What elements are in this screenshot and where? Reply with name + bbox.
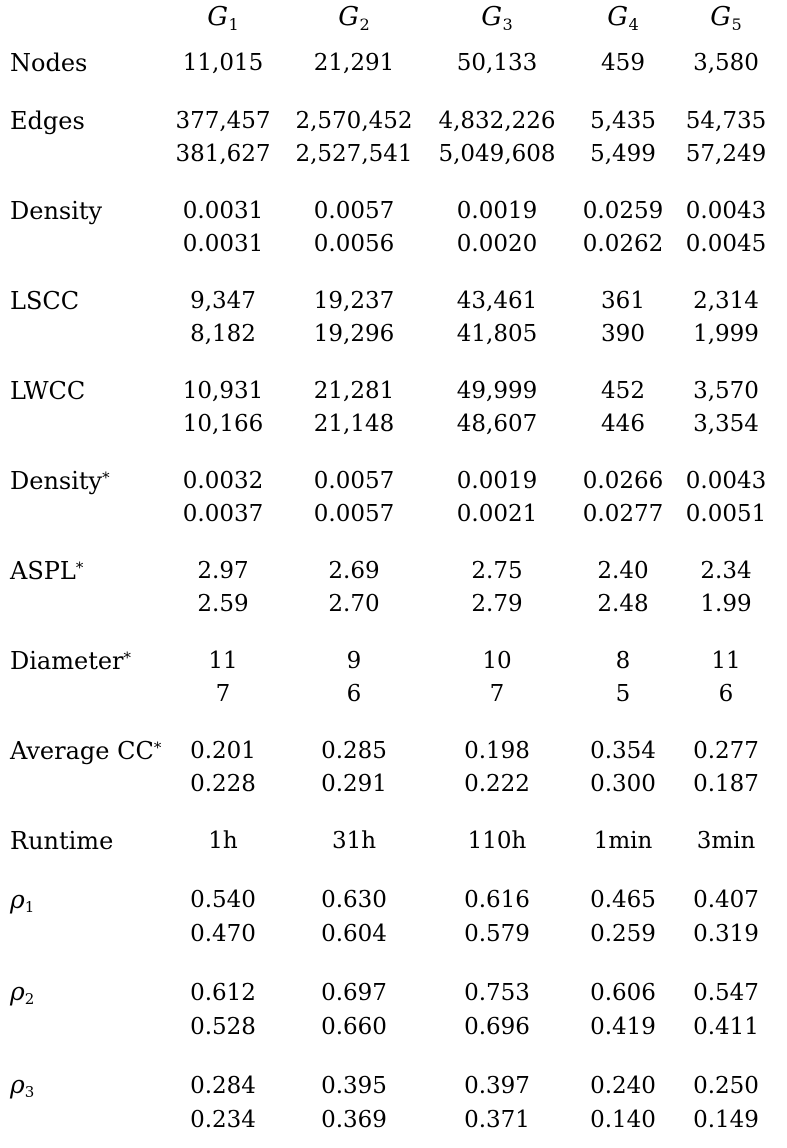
table-cell: 1.99 xyxy=(700,590,752,617)
table-cell: 10,166 xyxy=(182,410,264,437)
row-label-text: LWCC xyxy=(10,376,86,405)
row-label-asterisk: * xyxy=(123,647,131,666)
table-cell: 0.284 xyxy=(190,1072,256,1099)
row-label-cell xyxy=(10,182,162,228)
table-cell: 5,435 xyxy=(590,107,656,134)
row-label-cell xyxy=(10,1055,162,1104)
table-cell: 0.0262 xyxy=(582,230,664,257)
table-cell: 0.0057 xyxy=(313,467,395,494)
table-cell: 381,627 xyxy=(175,140,271,167)
table-cell: 0.0056 xyxy=(313,230,395,257)
table-cell: 0.228 xyxy=(190,770,256,797)
row-label-text: LSCC xyxy=(10,286,80,315)
table-cell: 19,237 xyxy=(313,287,395,314)
table-cell: 9 xyxy=(346,647,362,674)
row-label-cell xyxy=(10,92,162,138)
row-label-asterisk: * xyxy=(75,557,84,576)
column-header-label: G xyxy=(481,2,503,32)
row-label-cell xyxy=(10,632,162,678)
table-cell: 5,499 xyxy=(590,140,656,167)
table-cell: 0.187 xyxy=(693,770,759,797)
table-cell: 3,354 xyxy=(693,410,759,437)
table-cell: 2,527,541 xyxy=(295,140,413,167)
table-cell: 5 xyxy=(615,680,631,707)
table-cell: 0.660 xyxy=(321,1014,387,1041)
table-cell: 2.79 xyxy=(471,590,523,617)
table-cell: 31h xyxy=(331,827,377,854)
column-header-label: G xyxy=(338,2,360,32)
table-cell: 0.411 xyxy=(693,1014,759,1041)
table-cell: 0.0057 xyxy=(313,197,395,224)
row-label-cell xyxy=(10,138,162,182)
row-label-text: ASPL xyxy=(10,556,76,585)
table-cell: 0.407 xyxy=(693,886,759,913)
row-label-text: Density xyxy=(10,466,103,495)
table-cell: 21,281 xyxy=(313,377,395,404)
row-label-cell xyxy=(10,918,162,962)
table-cell: 390 xyxy=(601,320,645,347)
table-cell: 11 xyxy=(208,647,238,674)
table-cell: 0.753 xyxy=(464,979,530,1006)
table-row xyxy=(10,1011,776,1055)
table-cell: 0.285 xyxy=(321,737,387,764)
table-cell: 0.0051 xyxy=(685,500,767,527)
table-cell: 10 xyxy=(482,647,512,674)
table-cell: 2.40 xyxy=(597,557,649,584)
table-cell: 49,999 xyxy=(456,377,538,404)
column-header-g1 xyxy=(162,2,284,34)
row-label-cell xyxy=(10,272,162,318)
table-cell: 0.240 xyxy=(590,1072,656,1099)
row-label-text: Edges xyxy=(10,106,85,135)
row-label-cell xyxy=(10,228,162,272)
table-row xyxy=(10,918,776,962)
row-label-cell xyxy=(10,588,162,632)
table-cell: 0.250 xyxy=(693,1072,759,1099)
table-cell: 2.70 xyxy=(328,590,380,617)
table-header-row xyxy=(10,2,776,34)
table-cell: 0.419 xyxy=(590,1014,656,1041)
table-cell: 0.397 xyxy=(464,1072,530,1099)
table-cell: 0.0031 xyxy=(182,197,264,224)
table-cell: 0.616 xyxy=(464,886,530,913)
table-cell: 0.0045 xyxy=(685,230,767,257)
table-row xyxy=(10,768,776,812)
table-cell: 0.579 xyxy=(464,921,530,948)
table-cell: 0.369 xyxy=(321,1107,387,1134)
row-label-cell xyxy=(10,34,162,92)
row-label-text: ρ xyxy=(10,977,25,1007)
column-header-subscript: 4 xyxy=(628,14,639,34)
table-cell: 9,347 xyxy=(190,287,256,314)
row-label-cell xyxy=(10,362,162,408)
table-cell: 0.234 xyxy=(190,1107,256,1134)
row-label-rho xyxy=(10,885,34,914)
table-cell: 0.606 xyxy=(590,979,656,1006)
table-cell: 0.528 xyxy=(190,1014,256,1041)
row-label-cell xyxy=(10,452,162,498)
table-cell: 0.0031 xyxy=(182,230,264,257)
table-cell: 48,607 xyxy=(456,410,538,437)
table-cell: 6 xyxy=(346,680,362,707)
table-cell: 2.97 xyxy=(197,557,249,584)
table-cell: 0.470 xyxy=(190,921,256,948)
row-label-text: Diameter xyxy=(10,646,124,675)
table-cell: 0.547 xyxy=(693,979,759,1006)
table-row xyxy=(10,632,776,678)
row-label-cell xyxy=(10,542,162,588)
table-cell: 11 xyxy=(711,647,741,674)
table-cell: 2.59 xyxy=(197,590,249,617)
table-cell: 0.0032 xyxy=(182,467,264,494)
graph-statistics-table xyxy=(10,2,776,1148)
row-label-cell xyxy=(10,768,162,812)
table-cell: 0.222 xyxy=(464,770,530,797)
row-label-text: Average CC xyxy=(10,736,154,765)
table-container xyxy=(0,2,787,1134)
table-cell: 0.540 xyxy=(190,886,256,913)
table-cell: 8 xyxy=(615,647,631,674)
table-cell: 0.140 xyxy=(590,1107,656,1134)
table-cell: 0.319 xyxy=(693,921,759,948)
table-cell: 4,832,226 xyxy=(438,107,556,134)
table-cell: 0.696 xyxy=(464,1014,530,1041)
table-cell: 0.0020 xyxy=(456,230,538,257)
table-cell: 41,805 xyxy=(456,320,538,347)
table-cell: 0.259 xyxy=(590,921,656,948)
column-header-g4 xyxy=(570,2,676,34)
table-cell: 0.697 xyxy=(321,979,387,1006)
table-cell: 54,735 xyxy=(685,107,767,134)
column-header-label: G xyxy=(607,2,629,32)
table-cell: 361 xyxy=(601,287,645,314)
table-row xyxy=(10,542,776,588)
table-cell: 0.371 xyxy=(464,1107,530,1134)
table-cell: 2.34 xyxy=(700,557,752,584)
row-label-cell xyxy=(10,408,162,452)
table-cell: 0.0043 xyxy=(685,197,767,224)
table-row xyxy=(10,812,776,870)
table-cell: 43,461 xyxy=(456,287,538,314)
table-cell: 10,931 xyxy=(182,377,264,404)
row-label-text: Runtime xyxy=(10,826,114,855)
table-cell: 0.604 xyxy=(321,921,387,948)
table-cell: 0.0043 xyxy=(685,467,767,494)
table-cell: 50,133 xyxy=(456,49,538,76)
table-cell: 377,457 xyxy=(175,107,271,134)
table-cell: 21,148 xyxy=(313,410,395,437)
table-cell: 0.291 xyxy=(321,770,387,797)
table-cell: 0.277 xyxy=(693,737,759,764)
table-row xyxy=(10,92,776,138)
table-cell: 0.0266 xyxy=(582,467,664,494)
table-cell: 0.198 xyxy=(464,737,530,764)
table-row xyxy=(10,722,776,768)
table-row xyxy=(10,452,776,498)
row-label-text: Density xyxy=(10,196,103,225)
table-row xyxy=(10,34,776,92)
table-row xyxy=(10,408,776,452)
row-label-subscript: 1 xyxy=(24,897,35,916)
row-label-rho xyxy=(10,1070,35,1102)
table-cell: 57,249 xyxy=(685,140,767,167)
table-row xyxy=(10,228,776,272)
table-cell: 21,291 xyxy=(313,49,395,76)
table-cell: 0.0259 xyxy=(582,197,664,224)
row-label-text: ρ xyxy=(10,884,25,914)
table-row xyxy=(10,1055,776,1104)
table-cell: 0.630 xyxy=(321,886,387,913)
table-row xyxy=(10,182,776,228)
table-row xyxy=(10,678,776,722)
row-label-cell xyxy=(10,870,162,919)
table-cell: 0.201 xyxy=(190,737,256,764)
table-cell: 0.612 xyxy=(190,979,256,1006)
table-cell: 2,314 xyxy=(693,287,759,314)
column-header-g2 xyxy=(284,2,424,34)
row-label-text: ρ xyxy=(10,1070,25,1100)
row-label-cell xyxy=(10,722,162,768)
table-row xyxy=(10,272,776,318)
table-cell: 3min xyxy=(696,827,756,854)
table-row xyxy=(10,498,776,542)
table-cell: 0.149 xyxy=(693,1107,759,1134)
table-cell: 8,182 xyxy=(190,320,256,347)
table-cell: 19,296 xyxy=(313,320,395,347)
row-label-cell xyxy=(10,678,162,722)
row-label-subscript: 3 xyxy=(24,1083,35,1102)
table-cell: 459 xyxy=(601,49,645,76)
table-cell: 0.300 xyxy=(590,770,656,797)
row-label-asterisk: * xyxy=(153,737,162,756)
table-cell: 0.0019 xyxy=(456,467,538,494)
row-label-cell xyxy=(10,1011,162,1055)
table-row xyxy=(10,318,776,362)
table-cell: 2.69 xyxy=(328,557,380,584)
table-cell: 1min xyxy=(593,827,653,854)
table-cell: 6 xyxy=(718,680,734,707)
table-row xyxy=(10,870,776,919)
table-cell: 3,570 xyxy=(693,377,759,404)
column-header-subscript: 3 xyxy=(502,14,513,34)
table-cell: 3,580 xyxy=(693,49,759,76)
table-cell: 110h xyxy=(467,827,527,854)
column-header-label: G xyxy=(207,2,229,32)
column-header-g5 xyxy=(676,2,776,34)
table-cell: 7 xyxy=(489,680,505,707)
column-header-g3 xyxy=(424,2,570,34)
row-label-cell xyxy=(10,498,162,542)
table-row xyxy=(10,138,776,182)
table-row xyxy=(10,1104,776,1148)
column-header-subscript: 5 xyxy=(731,14,742,34)
table-cell: 0.0021 xyxy=(456,500,538,527)
table-cell: 0.354 xyxy=(590,737,656,764)
table-row xyxy=(10,362,776,408)
row-label-cell xyxy=(10,812,162,870)
row-label-rho xyxy=(10,977,35,1009)
table-cell: 7 xyxy=(215,680,231,707)
table-cell: 2.75 xyxy=(471,557,523,584)
table-cell: 2.48 xyxy=(597,590,649,617)
table-cell: 5,049,608 xyxy=(438,140,556,167)
table-cell: 0.0057 xyxy=(313,500,395,527)
table-row xyxy=(10,588,776,632)
table-cell: 0.465 xyxy=(590,886,656,913)
row-label-cell xyxy=(10,318,162,362)
header-corner-cell xyxy=(10,2,162,34)
table-cell: 2,570,452 xyxy=(295,107,413,134)
table-cell: 0.0037 xyxy=(182,500,264,527)
table-cell: 0.395 xyxy=(321,1072,387,1099)
table-cell: 11,015 xyxy=(182,49,264,76)
table-cell: 0.0277 xyxy=(582,500,664,527)
table-cell: 452 xyxy=(601,377,645,404)
table-cell: 1h xyxy=(208,827,238,854)
table-cell: 1,999 xyxy=(693,320,759,347)
row-label-asterisk: * xyxy=(102,467,110,486)
row-label-cell xyxy=(10,1104,162,1148)
row-label-subscript: 2 xyxy=(24,990,35,1009)
column-header-label: G xyxy=(710,2,732,32)
column-header-subscript: 2 xyxy=(359,14,370,34)
column-header-subscript: 1 xyxy=(228,14,239,34)
table-cell: 0.0019 xyxy=(456,197,538,224)
table-cell: 446 xyxy=(601,410,645,437)
table-row xyxy=(10,962,776,1011)
row-label-cell xyxy=(10,962,162,1011)
row-label-text: Nodes xyxy=(10,48,88,77)
